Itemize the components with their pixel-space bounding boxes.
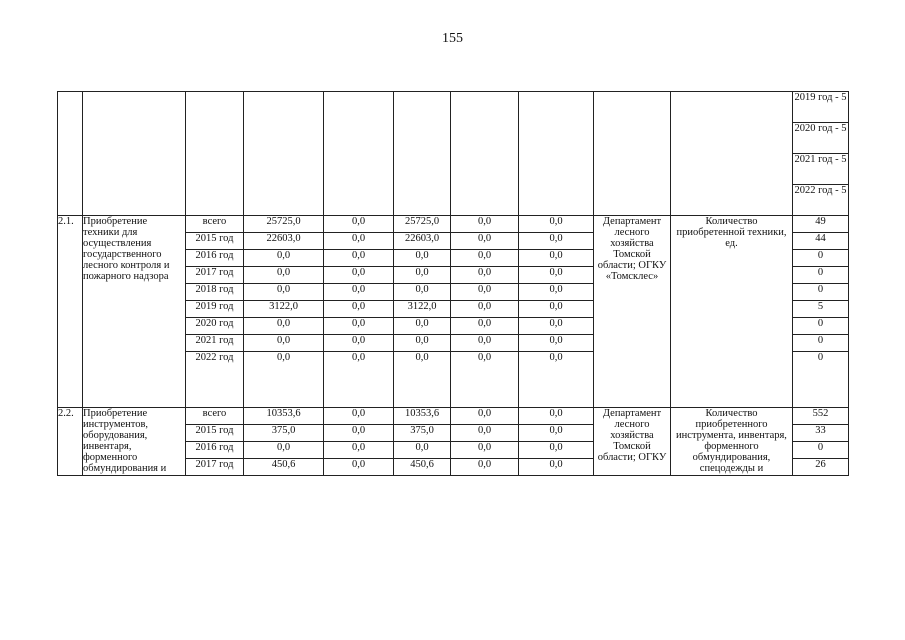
- period-cell: 2021 год: [186, 335, 244, 352]
- table-row: [58, 408, 849, 425]
- total-cell: 0,0: [244, 267, 324, 284]
- executor-cell: Департамент лесного хозяйства Томской области; ОГКУ «Томсклес»: [594, 216, 671, 408]
- target-cell: 26: [793, 459, 849, 476]
- regional-cell: 450,6: [394, 459, 451, 476]
- regional-cell: 0,0: [394, 267, 451, 284]
- period-cell: 2022 год: [186, 352, 244, 408]
- period-cell: 2015 год: [186, 233, 244, 250]
- total-cell: 25725,0: [244, 216, 324, 233]
- year-target: 2019 год - 5: [793, 92, 849, 123]
- target-cell: 0: [793, 267, 849, 284]
- indicator-cell: Количество приобретенной техники, ед.: [671, 216, 793, 408]
- local-cell: 0,0: [451, 408, 519, 425]
- federal-cell: 0,0: [324, 301, 394, 318]
- federal-cell: 0,0: [324, 250, 394, 267]
- regional-cell: 0,0: [394, 284, 451, 301]
- target-cell: 0: [793, 335, 849, 352]
- year-target: 2021 год - 5: [793, 154, 849, 185]
- item-name: Приобретение инструментов, оборудования, инвентаря, форменного обмундирования и: [83, 408, 186, 476]
- federal-cell: 0,0: [324, 408, 394, 425]
- total-cell: 375,0: [244, 425, 324, 442]
- other-cell: 0,0: [519, 335, 594, 352]
- item-index: 2.2.: [58, 408, 83, 476]
- target-cell: 0: [793, 318, 849, 335]
- regional-cell: 0,0: [394, 352, 451, 408]
- item-name: Приобретение техники для осуществления государственного лесного контроля и пожарного надзора: [83, 216, 186, 408]
- federal-cell: 0,0: [324, 335, 394, 352]
- target-cell: 33: [793, 425, 849, 442]
- item-index: 2.1.: [58, 216, 83, 408]
- local-cell: 0,0: [451, 352, 519, 408]
- target-cell: 44: [793, 233, 849, 250]
- other-cell: 0,0: [519, 267, 594, 284]
- target-cell: 0: [793, 250, 849, 267]
- other-cell: 0,0: [519, 352, 594, 408]
- period-cell: всего: [186, 408, 244, 425]
- period-cell: 2015 год: [186, 425, 244, 442]
- regional-cell: 0,0: [394, 250, 451, 267]
- local-cell: 0,0: [451, 216, 519, 233]
- target-cell: 5: [793, 301, 849, 318]
- other-cell: 0,0: [519, 318, 594, 335]
- target-cell: 0: [793, 352, 849, 408]
- period-cell: всего: [186, 216, 244, 233]
- regional-cell: 25725,0: [394, 216, 451, 233]
- local-cell: 0,0: [451, 425, 519, 442]
- total-cell: 22603,0: [244, 233, 324, 250]
- target-cell: 0: [793, 442, 849, 459]
- other-cell: 0,0: [519, 408, 594, 425]
- federal-cell: 0,0: [324, 318, 394, 335]
- local-cell: 0,0: [451, 233, 519, 250]
- period-cell: 2016 год: [186, 250, 244, 267]
- indicator-cell: Количество приобретенного инструмента, инвентаря, форменного обмундирования, спецодежды и: [671, 408, 793, 476]
- target-cell: 0: [793, 284, 849, 301]
- executor-cell: Департамент лесного хозяйства Томской области; ОГКУ: [594, 408, 671, 476]
- total-cell: 0,0: [244, 335, 324, 352]
- period-cell: 2020 год: [186, 318, 244, 335]
- federal-cell: 0,0: [324, 425, 394, 442]
- year-target: 2022 год - 5: [793, 185, 849, 216]
- period-cell: 2019 год: [186, 301, 244, 318]
- federal-cell: 0,0: [324, 267, 394, 284]
- table-row: [58, 216, 849, 233]
- table-row: [58, 92, 849, 123]
- local-cell: 0,0: [451, 250, 519, 267]
- regional-cell: 22603,0: [394, 233, 451, 250]
- regional-cell: 3122,0: [394, 301, 451, 318]
- regional-cell: 0,0: [394, 335, 451, 352]
- local-cell: 0,0: [451, 442, 519, 459]
- period-cell: 2017 год: [186, 267, 244, 284]
- other-cell: 0,0: [519, 425, 594, 442]
- local-cell: 0,0: [451, 318, 519, 335]
- total-cell: 0,0: [244, 284, 324, 301]
- other-cell: 0,0: [519, 301, 594, 318]
- target-cell: 552: [793, 408, 849, 425]
- other-cell: 0,0: [519, 459, 594, 476]
- regional-cell: 0,0: [394, 442, 451, 459]
- local-cell: 0,0: [451, 301, 519, 318]
- regional-cell: 0,0: [394, 318, 451, 335]
- program-table: [57, 91, 849, 476]
- period-cell: 2016 год: [186, 442, 244, 459]
- local-cell: 0,0: [451, 459, 519, 476]
- period-cell: 2017 год: [186, 459, 244, 476]
- total-cell: 0,0: [244, 318, 324, 335]
- federal-cell: 0,0: [324, 442, 394, 459]
- federal-cell: 0,0: [324, 352, 394, 408]
- total-cell: 0,0: [244, 352, 324, 408]
- target-cell: 49: [793, 216, 849, 233]
- other-cell: 0,0: [519, 216, 594, 233]
- other-cell: 0,0: [519, 284, 594, 301]
- regional-cell: 375,0: [394, 425, 451, 442]
- other-cell: 0,0: [519, 233, 594, 250]
- total-cell: 0,0: [244, 250, 324, 267]
- period-cell: 2018 год: [186, 284, 244, 301]
- other-cell: 0,0: [519, 250, 594, 267]
- other-cell: 0,0: [519, 442, 594, 459]
- local-cell: 0,0: [451, 284, 519, 301]
- year-target: 2020 год - 5: [793, 123, 849, 154]
- total-cell: 10353,6: [244, 408, 324, 425]
- federal-cell: 0,0: [324, 459, 394, 476]
- total-cell: 3122,0: [244, 301, 324, 318]
- federal-cell: 0,0: [324, 233, 394, 250]
- total-cell: 450,6: [244, 459, 324, 476]
- federal-cell: 0,0: [324, 216, 394, 233]
- total-cell: 0,0: [244, 442, 324, 459]
- local-cell: 0,0: [451, 267, 519, 284]
- regional-cell: 10353,6: [394, 408, 451, 425]
- local-cell: 0,0: [451, 335, 519, 352]
- page-number: 155: [442, 31, 463, 46]
- federal-cell: 0,0: [324, 284, 394, 301]
